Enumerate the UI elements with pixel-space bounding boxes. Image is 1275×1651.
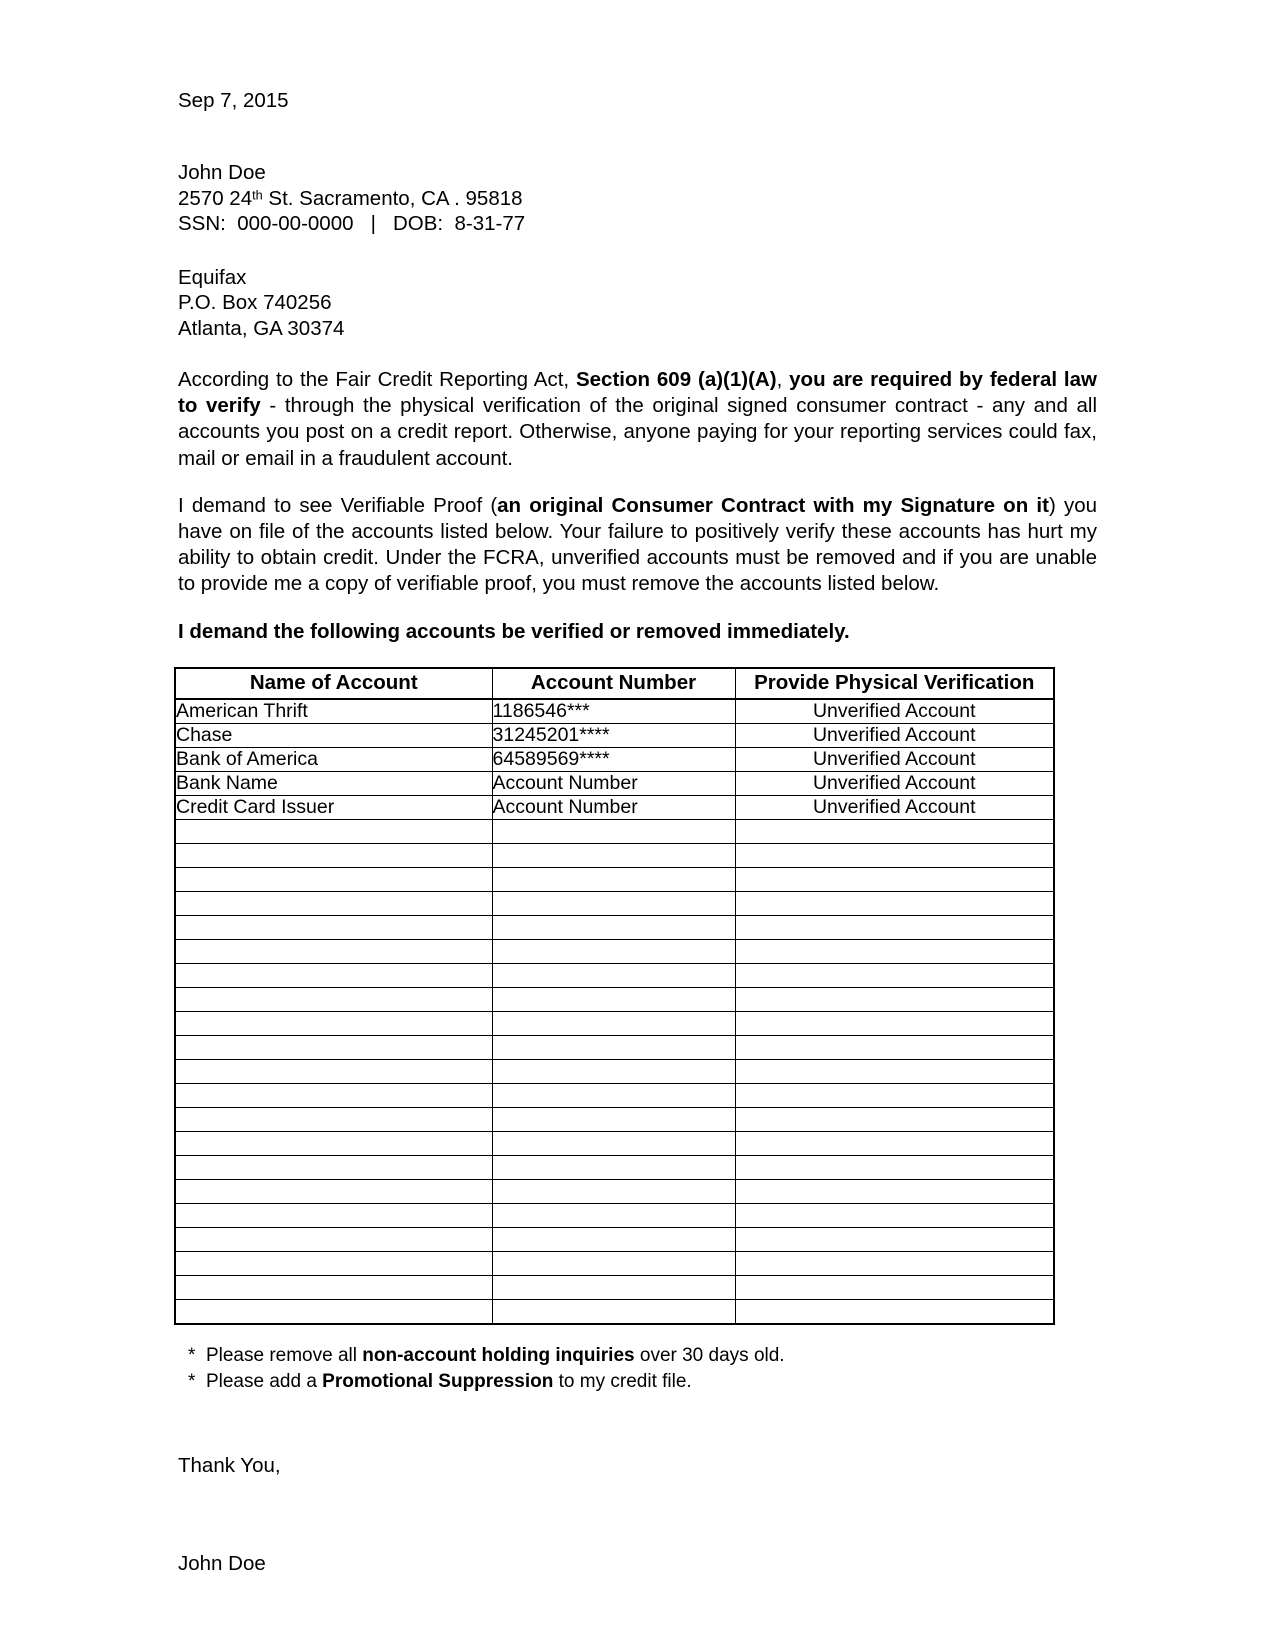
cell-empty <box>175 819 492 843</box>
signature-space <box>178 1479 1097 1551</box>
cell-empty <box>735 1275 1054 1299</box>
cell-empty <box>175 1203 492 1227</box>
closing-signature-name: John Doe <box>178 1551 266 1575</box>
cell-empty <box>735 867 1054 891</box>
para1-bold-required: you are required by federal law to verify <box>178 368 1097 418</box>
paragraph-fcra-section-609 <box>178 367 1097 472</box>
cell-empty <box>735 891 1054 915</box>
cell-verification-status: Unverified Account <box>735 747 1054 771</box>
table-row-empty <box>175 1299 1054 1324</box>
cell-empty <box>492 1227 735 1251</box>
cell-empty <box>492 1155 735 1179</box>
cell-empty <box>492 915 735 939</box>
sender-address-ordinal: th <box>252 187 263 203</box>
footnote-list <box>188 1343 1097 1395</box>
closing-thanks: Thank You, <box>178 1453 281 1477</box>
table-row-empty <box>175 843 1054 867</box>
table-row-empty <box>175 939 1054 963</box>
para1-bold-section: Section 609 (a)(1)(A) <box>575 368 777 391</box>
para2-text-1: I demand to see Verifiable Proof ( <box>178 493 498 517</box>
cell-empty <box>735 915 1054 939</box>
cell-account-name: Bank Name <box>175 771 492 795</box>
demand-statement: I demand the following accounts be verified or removed immediately. <box>178 619 850 643</box>
sender-name: John Doe <box>178 161 266 184</box>
table-row-empty <box>175 1035 1054 1059</box>
cell-empty <box>175 1083 492 1107</box>
cell-verification-status: Unverified Account <box>735 771 1054 795</box>
cell-empty <box>735 987 1054 1011</box>
cell-empty <box>175 1155 492 1179</box>
column-header-account-number: Account Number <box>492 668 735 699</box>
cell-empty <box>735 1227 1054 1251</box>
cell-empty <box>492 1299 735 1324</box>
cell-empty <box>492 1035 735 1059</box>
cell-verification-status: Unverified Account <box>735 723 1054 747</box>
footnote-promotional-suppression <box>188 1369 1097 1395</box>
cell-empty <box>492 939 735 963</box>
cell-empty <box>735 1107 1054 1131</box>
cell-account-number: 64589569**** <box>492 747 735 771</box>
sender-address-prefix: 2570 24 <box>178 186 253 210</box>
cell-empty <box>492 819 735 843</box>
cell-empty <box>492 1179 735 1203</box>
cell-empty <box>175 987 492 1011</box>
cell-account-name: American Thrift <box>175 699 492 724</box>
cell-empty <box>492 1083 735 1107</box>
footnote-bold-inquiries: non-account holding inquiries <box>362 1344 635 1366</box>
cell-empty <box>492 1251 735 1275</box>
cell-empty <box>735 1011 1054 1035</box>
cell-empty <box>492 1203 735 1227</box>
table-row-empty <box>175 1179 1054 1203</box>
cell-empty <box>735 1299 1054 1324</box>
table-row <box>175 699 1054 724</box>
cell-empty <box>735 819 1054 843</box>
para2-bold-contract: an original Consumer Contract with my Signature on it <box>497 493 1049 517</box>
cell-empty <box>175 1227 492 1251</box>
cell-empty <box>735 963 1054 987</box>
cell-empty <box>492 1011 735 1035</box>
cell-empty <box>175 1251 492 1275</box>
table-row-empty <box>175 1275 1054 1299</box>
paragraph-verifiable-proof <box>178 493 1097 598</box>
table-row-empty <box>175 1107 1054 1131</box>
footnote-text-2: to my credit file. <box>553 1370 692 1392</box>
para2-text-2: ) you have on file of the accounts listed below. Your failure to positively verify these accounts has hurt my ability to obtain credit. Under the FCRA, unverified accounts must be removed and if you are unable to provide me a copy of verifiable proof, you must remove the accounts listed below. <box>178 493 1097 596</box>
cell-empty <box>735 1155 1054 1179</box>
para1-text-1: According to the Fair Credit Reporting Act, <box>178 368 576 391</box>
footnote-text-2: over 30 days old. <box>634 1344 785 1366</box>
cell-empty <box>175 915 492 939</box>
table-row-empty <box>175 1251 1054 1275</box>
cell-empty <box>492 891 735 915</box>
footnote-marker: * <box>188 1344 196 1366</box>
table-row-empty <box>175 1227 1054 1251</box>
cell-empty <box>735 1083 1054 1107</box>
table-row-empty <box>175 867 1054 891</box>
cell-account-number: Account Number <box>492 771 735 795</box>
table-row-empty <box>175 1011 1054 1035</box>
column-header-provide-physical-verification: Provide Physical Verification <box>735 668 1054 699</box>
cell-empty <box>175 1275 492 1299</box>
cell-empty <box>492 843 735 867</box>
cell-empty <box>175 939 492 963</box>
cell-empty <box>735 1203 1054 1227</box>
recipient-po-box: P.O. Box 740256 <box>178 291 332 314</box>
accounts-table-header <box>175 668 1054 699</box>
table-row-empty <box>175 1131 1054 1155</box>
table-row-empty <box>175 1155 1054 1179</box>
cell-empty <box>735 1035 1054 1059</box>
cell-empty <box>175 1107 492 1131</box>
cell-empty <box>492 1275 735 1299</box>
footnote-inquiries <box>188 1343 1097 1369</box>
table-row-empty <box>175 915 1054 939</box>
cell-empty <box>492 987 735 1011</box>
cell-empty <box>175 1059 492 1083</box>
cell-empty <box>735 1059 1054 1083</box>
cell-empty <box>175 867 492 891</box>
cell-empty <box>492 867 735 891</box>
table-header-row <box>175 668 1054 699</box>
cell-empty <box>492 963 735 987</box>
cell-empty <box>735 1251 1054 1275</box>
para1-text-3: - through the physical verification of the original signed consumer contract - any and all accounts you post on a credit report. Otherwise, anyone paying for your reporting services could fax, mail or email in a fraudulent account. <box>178 394 1098 470</box>
sender-street-address <box>178 186 1097 212</box>
cell-account-name: Credit Card Issuer <box>175 795 492 819</box>
cell-empty <box>175 843 492 867</box>
recipient-address-block <box>178 265 1097 342</box>
table-row-empty <box>175 1059 1054 1083</box>
cell-account-name: Bank of America <box>175 747 492 771</box>
cell-verification-status: Unverified Account <box>735 795 1054 819</box>
cell-account-number: 1186546*** <box>492 699 735 724</box>
cell-empty <box>492 1131 735 1155</box>
sender-address-block <box>178 160 1097 237</box>
cell-empty <box>175 1179 492 1203</box>
sender-address-suffix: St. Sacramento, CA . 95818 <box>262 186 523 210</box>
cell-empty <box>735 1131 1054 1155</box>
letter-date: Sep 7, 2015 <box>178 89 289 112</box>
sender-ssn-dob: SSN: 000-00-0000 | DOB: 8-31-77 <box>178 212 526 235</box>
footnote-bold-suppression: Promotional Suppression <box>322 1370 554 1392</box>
footnote-marker: * <box>188 1370 196 1392</box>
cell-empty <box>175 963 492 987</box>
table-row-empty <box>175 1083 1054 1107</box>
cell-empty <box>492 1059 735 1083</box>
table-row-empty <box>175 987 1054 1011</box>
accounts-table-body <box>175 699 1054 1324</box>
table-row <box>175 747 1054 771</box>
cell-empty <box>175 1299 492 1324</box>
recipient-company: Equifax <box>178 265 247 289</box>
footnote-text-1: Please add a <box>195 1370 323 1392</box>
table-row-empty <box>175 891 1054 915</box>
table-row-empty <box>175 1203 1054 1227</box>
cell-empty <box>175 1011 492 1035</box>
table-row-empty <box>175 819 1054 843</box>
cell-empty <box>492 1107 735 1131</box>
accounts-table <box>174 667 1055 1325</box>
closing-block <box>178 1453 1097 1577</box>
cell-empty <box>175 1035 492 1059</box>
table-row <box>175 771 1054 795</box>
cell-empty <box>175 1131 492 1155</box>
cell-verification-status: Unverified Account <box>735 699 1054 724</box>
cell-account-number: Account Number <box>492 795 735 819</box>
recipient-city-state-zip: Atlanta, GA 30374 <box>178 316 345 340</box>
table-row-empty <box>175 963 1054 987</box>
footnote-text-1: Please remove all <box>195 1344 363 1366</box>
cell-empty <box>175 891 492 915</box>
cell-empty <box>735 843 1054 867</box>
cell-account-number: 31245201**** <box>492 723 735 747</box>
table-row <box>175 795 1054 819</box>
para1-text-2: , <box>776 368 790 391</box>
table-row <box>175 723 1054 747</box>
cell-account-name: Chase <box>175 723 492 747</box>
column-header-name-of-account: Name of Account <box>175 668 492 699</box>
cell-empty <box>735 939 1054 963</box>
cell-empty <box>735 1179 1054 1203</box>
